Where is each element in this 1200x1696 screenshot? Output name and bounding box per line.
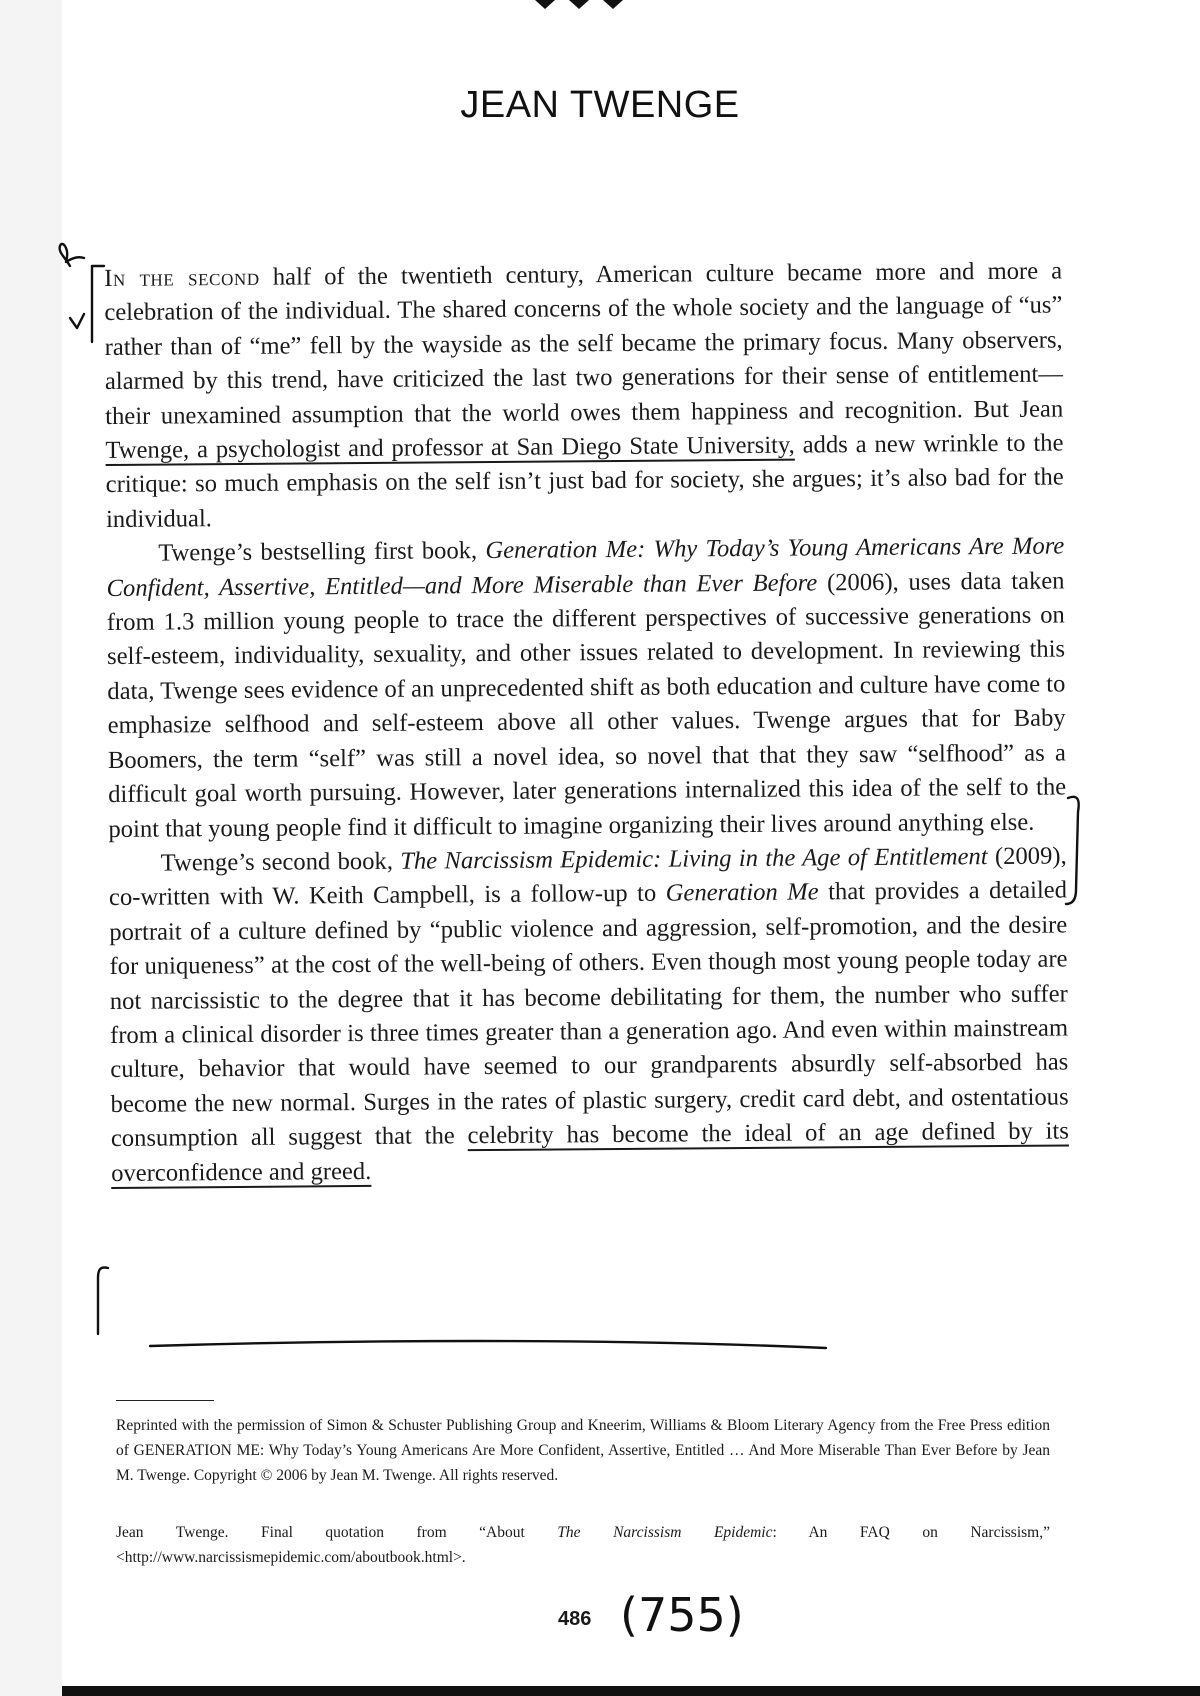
opening-smallcaps: In the second [104,263,260,292]
scan-edge [62,1686,1200,1696]
chapter-heading: JEAN TWENGE [460,84,740,126]
handwritten-page-number: (755) [620,1588,744,1642]
footnote-source: Jean Twenge. Final quotation from “About The Narcissism Epidemic: An FAQ on Narcissism,” <http://www.narcissismepidemic.com/aboutbook.html>. [116,1524,1050,1566]
book-title: The Narcissism Epidemic [557,1524,773,1541]
underlined-passage: celebrity has become the ideal of an age defined by its overconfidence and greed. [111,1117,1069,1187]
margin-check-icon [70,314,84,328]
book-title: Generation Me [665,878,819,907]
margin-bracket [1066,797,1079,904]
paragraph-1: In the second half of the twentieth century, American culture became more and more a celebration of the individual. The shared concerns of the whole society and the language of “us” rather than of “me” fell by the wayside as the self became the primary focus. Many observers, alarmed by this trend, have criticized the last two generations for their sense of entitlement—their unexamined assumption that the world owes them happiness and recognition. But Jean Twenge, a psychologist and professor at San Diego State University, adds a new wrinkle to the critique: so much emphasis on the self isn’t just bad for society, she argues; it’s also bad for the individual. [104,257,1064,533]
margin-tick-icon [60,244,84,266]
margin-bracket [92,266,104,342]
margin-bracket [98,1267,108,1334]
footnote-permission: Reprinted with the permission of Simon & Schuster Publishing Group and Kneerim, Williams & Bloom Literary Agency from the Free Press edition of GENERATION ME: Why Today’s Young Americans Are More Confident, Assertive, Entitled … And More Miserable Than Ever Before by Jean M. Twenge. Copyright © 2006 by Jean M. Twenge. All rights reserved. [116,1417,1050,1484]
book-title: The Narcissism Epidemic: Living in the Age of Entitlement [400,842,988,875]
underlined-passage: Twenge, a psychologist and professor at San Diego State University, [105,431,795,465]
book-title: Generation Me: Why Today’s Young Americans Are More Confident, Assertive, Entitled—and More Miserable than Ever Before [106,532,1065,602]
underline-stroke [150,1341,826,1348]
footnote-rule [116,1400,214,1401]
paragraph-2: Twenge’s bestselling first book, Generation Me: Why Today’s Young Americans Are More Confident, Assertive, Entitled—and More Miserable than Ever Before (2006), uses data taken from 1.3 million young people to trace the different perspectives of successive generations on self-esteem, individuality, sexuality, and other issues related to development. In reviewing this data, Twenge sees evidence of an unprecedented shift as both education and culture have come to emphasize selfhood and self-esteem above all other values. Twenge argues that for Baby Boomers, the term “self” was still a novel idea, so novel that that they saw “selfhood” as a difficult goal worth pursuing. However, later generations internalized this idea of the self to the point that young people find it difficult to imagine organizing their lives around anything else. [106,532,1067,843]
page-number: 486 [558,1608,592,1630]
paragraph-3: Twenge’s second book, The Narcissism Epidemic: Living in the Age of Entitlement (2009), co-written with W. Keith Campbell, is a follow-up to Generation Me that provides a detailed portrait of a culture defined by “public violence and aggression, self-promotion, and the desire for uniqueness” at the cost of the well-being of others. Even though most young people today are not narcissistic to the degree that it has become debilitating for them, the number who suffer from a clinical disorder is three times greater than a generation ago. And even within mainstream culture, behavior that would have seemed to our grandparents absurdly self-absorbed has become the new normal. Surges in the rates of plastic surgery, credit card debt, and ostentatious consumption all suggest that the celebrity has become the ideal of an age defined by its overconfidence and greed. [108,842,1069,1187]
